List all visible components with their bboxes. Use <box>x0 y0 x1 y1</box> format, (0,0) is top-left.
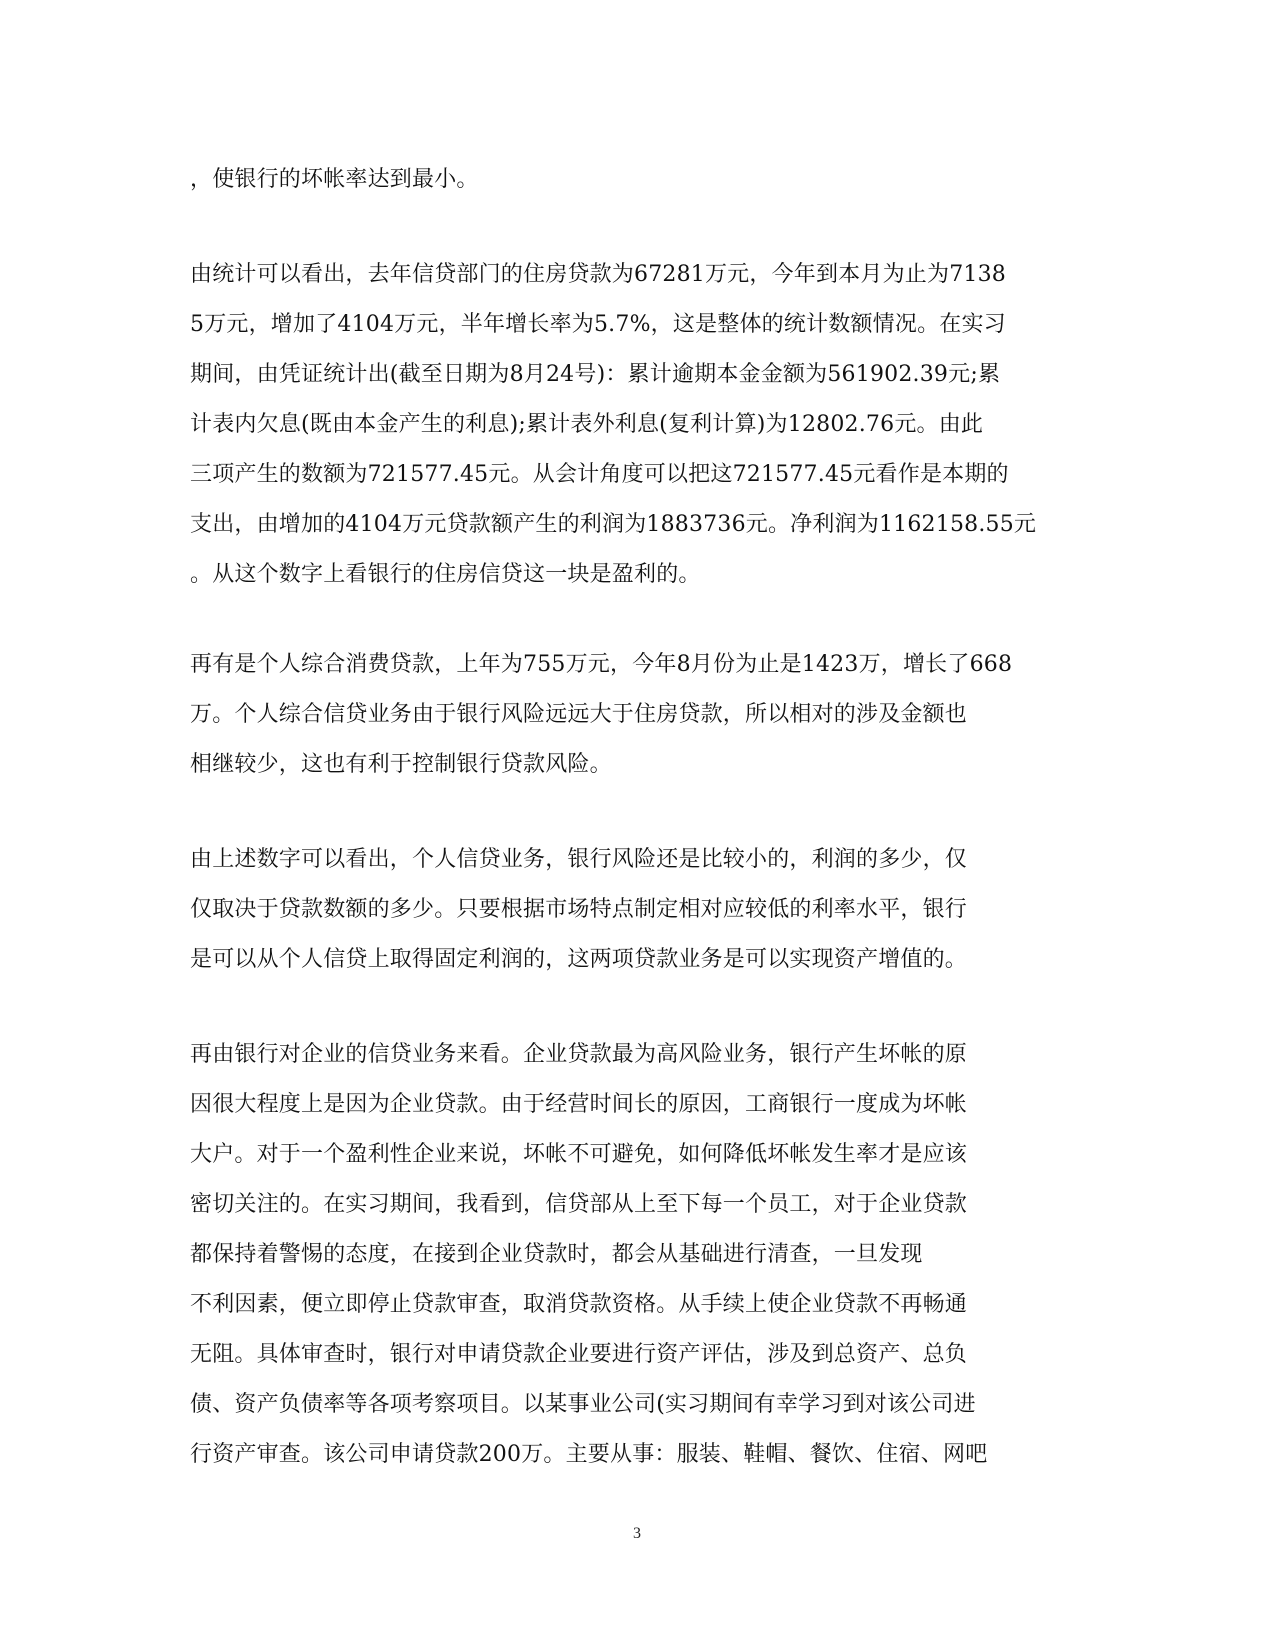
text-line: 仅取决于贷款数额的多少。只要根据市场特点制定相对应较低的利率水平，银行 <box>190 897 968 922</box>
text-line: 由上述数字可以看出，个人信贷业务，银行风险还是比较小的，利润的多少，仅 <box>190 847 968 872</box>
text-line: 密切关注的。在实习期间，我看到，信贷部从上至下每一个员工，对于企业贷款 <box>190 1192 968 1217</box>
text-line: 是可以从个人信贷上取得固定利润的，这两项贷款业务是可以实现资产增值的。 <box>190 947 968 972</box>
text-line: 期间，由凭证统计出(截至日期为8月24号)：累计逾期本金金额为561902.39元;累 <box>190 362 1001 387</box>
text-line: 大户。对于一个盈利性企业来说，坏帐不可避免，如何降低坏帐发生率才是应该 <box>190 1142 968 1167</box>
page-number: 3 <box>633 1525 641 1542</box>
paragraph-2 <box>190 250 1090 600</box>
text-line: 三项产生的数额为721577.45元。从会计角度可以把这721577.45元看作是本期的 <box>190 462 1009 487</box>
paragraph-4 <box>190 835 1090 985</box>
text-line: 支出，由增加的4104万元贷款额产生的利润为1883736元。净利润为1162158.55元 <box>190 512 1037 537</box>
text-line: ，使银行的坏帐率达到最小。 <box>190 167 479 192</box>
text-line: 。从这个数字上看银行的住房信贷这一块是盈利的。 <box>190 562 701 587</box>
paragraph-3 <box>190 640 1090 790</box>
text-line: 万。个人综合信贷业务由于银行风险远远大于住房贷款，所以相对的涉及金额也 <box>190 702 968 727</box>
paragraph-1 <box>190 155 1090 205</box>
text-line: 再由银行对企业的信贷业务来看。企业贷款最为高风险业务，银行产生坏帐的原 <box>190 1042 968 1067</box>
text-line: 无阻。具体审查时，银行对申请贷款企业要进行资产评估，涉及到总资产、总负 <box>190 1342 968 1367</box>
paragraph-5 <box>190 1030 1090 1480</box>
text-line: 不利因素，便立即停止贷款审查，取消贷款资格。从手续上使企业贷款不再畅通 <box>190 1292 968 1317</box>
text-line: 都保持着警惕的态度，在接到企业贷款时，都会从基础进行清查，一旦发现 <box>190 1242 923 1267</box>
text-line: 行资产审查。该公司申请贷款200万。主要从事：服装、鞋帽、餐饮、住宿、网吧 <box>190 1442 988 1467</box>
text-line: 债、资产负债率等各项考察项目。以某事业公司(实习期间有幸学习到对该公司进 <box>190 1392 976 1417</box>
text-line: 由统计可以看出，去年信贷部门的住房贷款为67281万元，今年到本月为止为7138 <box>190 262 1006 287</box>
text-line: 5万元，增加了4104万元，半年增长率为5.7%，这是整体的统计数额情况。在实习 <box>190 312 1006 337</box>
text-line: 因很大程度上是因为企业贷款。由于经营时间长的原因，工商银行一度成为坏帐 <box>190 1092 968 1117</box>
text-line: 计表内欠息(既由本金产生的利息);累计表外利息(复利计算)为12802.76元。由此 <box>190 412 984 437</box>
text-line: 相继较少，这也有利于控制银行贷款风险。 <box>190 752 612 777</box>
text-line: 再有是个人综合消费贷款，上年为755万元，今年8月份为止是1423万，增长了668 <box>190 652 1013 677</box>
